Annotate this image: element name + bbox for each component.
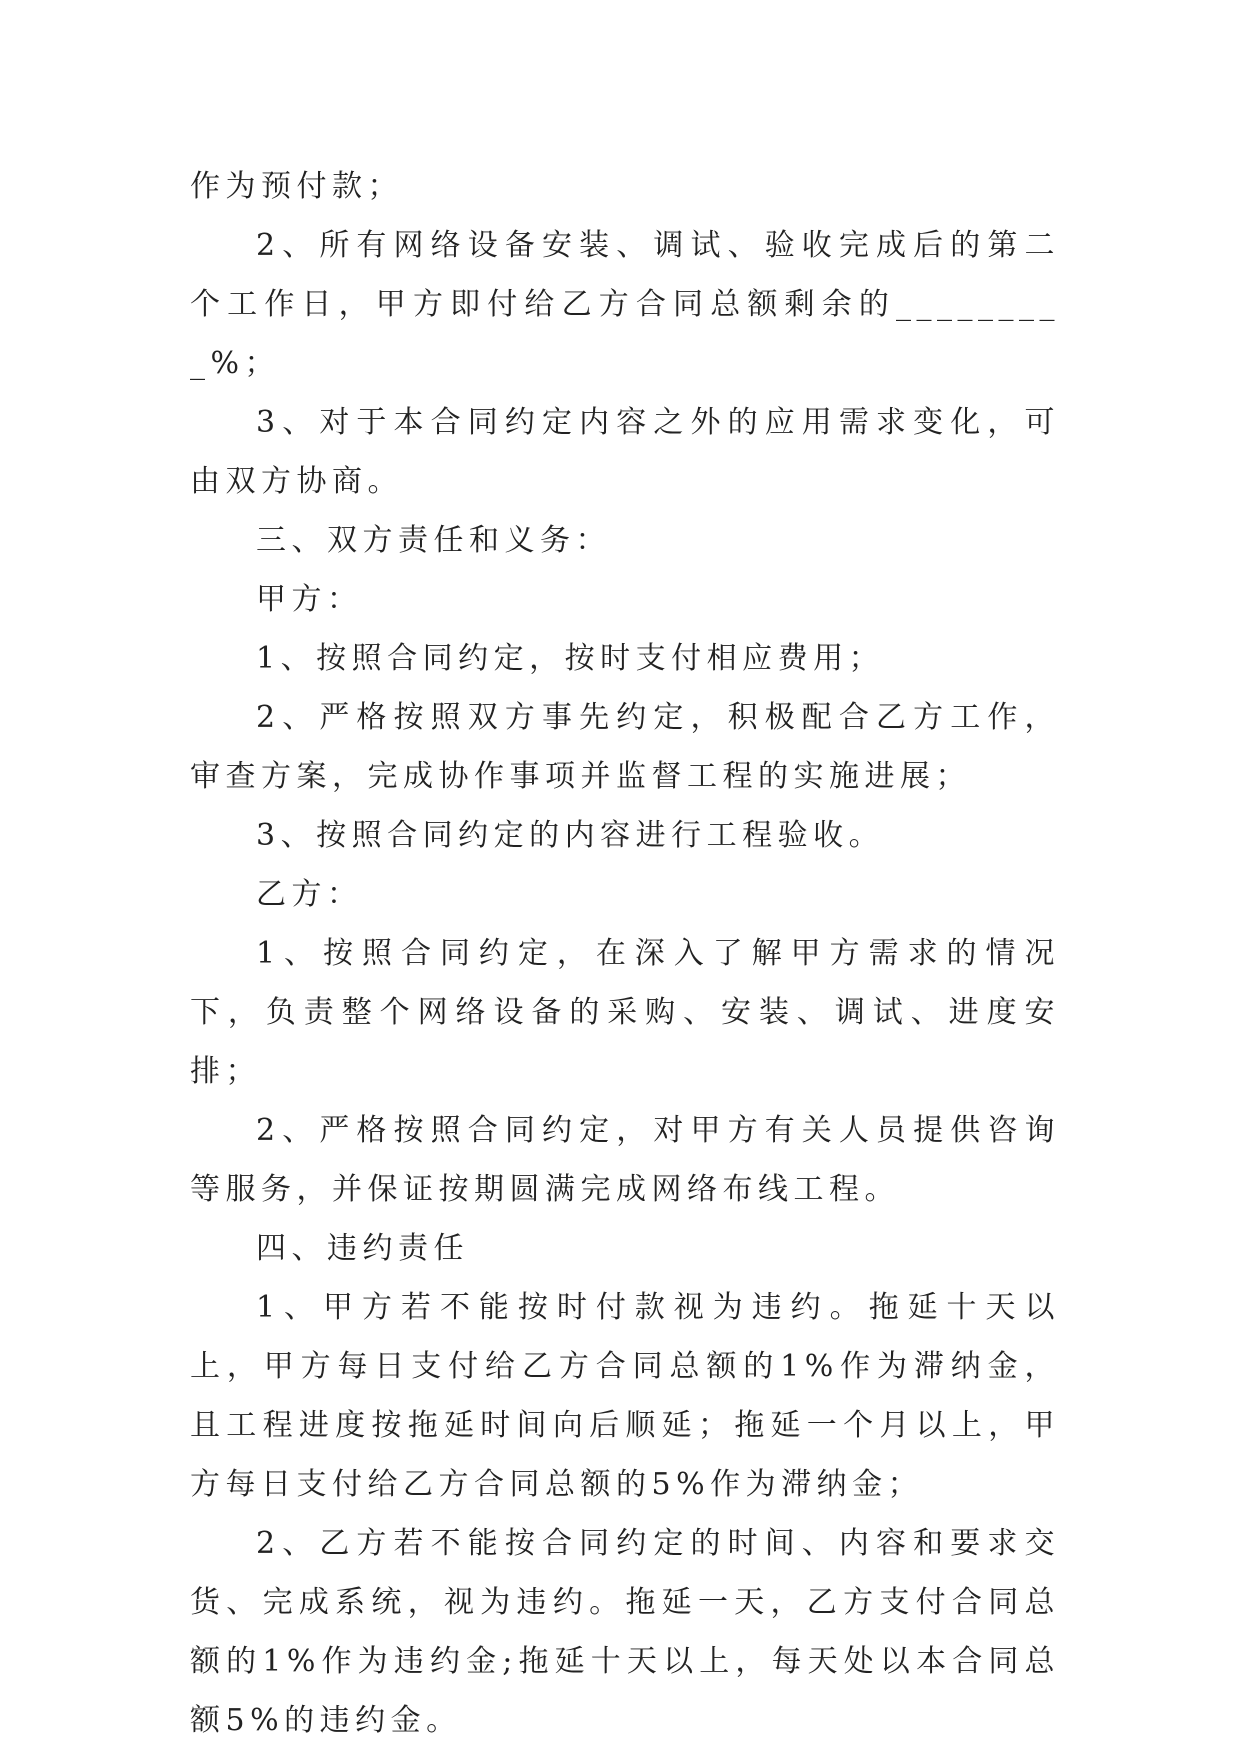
party-b-heading: 乙方： xyxy=(256,877,363,912)
paragraph-party-b-1: 1、按照合同约定，在深入了解甲方需求的情况下，负责整个网络设备的采购、安装、调试、进度安排； xyxy=(190,936,1060,1089)
paragraph-payment-3: 3、对于本合同约定内容之外的应用需求变化，可由双方协商。 xyxy=(190,405,1060,499)
section-3-heading: 三、双方责任和义务： xyxy=(256,523,611,558)
paragraph-breach-2: 2、乙方若不能按合同约定的时间、内容和要求交货、完成系统，视为违约。拖延一天，乙方支付合同总额的1%作为违约金;拖延十天以上，每天处以本合同总额5%的违约金。 xyxy=(190,1526,1060,1738)
party-a-heading: 甲方： xyxy=(256,582,363,617)
section-4-heading: 四、违约责任 xyxy=(256,1231,469,1266)
paragraph-party-a-2: 2、严格按照双方事先约定，积极配合乙方工作，审查方案，完成协作事项并监督工程的实施进展； xyxy=(190,700,1060,794)
paragraph-party-b-2: 2、严格按照合同约定，对甲方有关人员提供咨询等服务，并保证按期圆满完成网络布线工程。 xyxy=(190,1113,1060,1207)
paragraph-payment-2: 2、所有网络设备安装、调试、验收完成后的第二个工作日，甲方即付给乙方合同总额剩余的_________%； xyxy=(190,228,1060,381)
paragraph-prepayment-tail: 作为预付款； xyxy=(190,169,403,204)
paragraph-breach-1: 1、甲方若不能按时付款视为违约。拖延十天以上，甲方每日支付给乙方合同总额的1%作为滞纳金，且工程进度按拖延时间向后顺延；拖延一个月以上，甲方每日支付给乙方合同总额的5%作为滞纳金； xyxy=(190,1290,1060,1502)
contract-body xyxy=(190,157,1060,1750)
paragraph-party-a-3: 3、按照合同约定的内容进行工程验收。 xyxy=(256,818,885,853)
paragraph-party-a-1: 1、按照合同约定，按时支付相应费用； xyxy=(256,641,885,676)
